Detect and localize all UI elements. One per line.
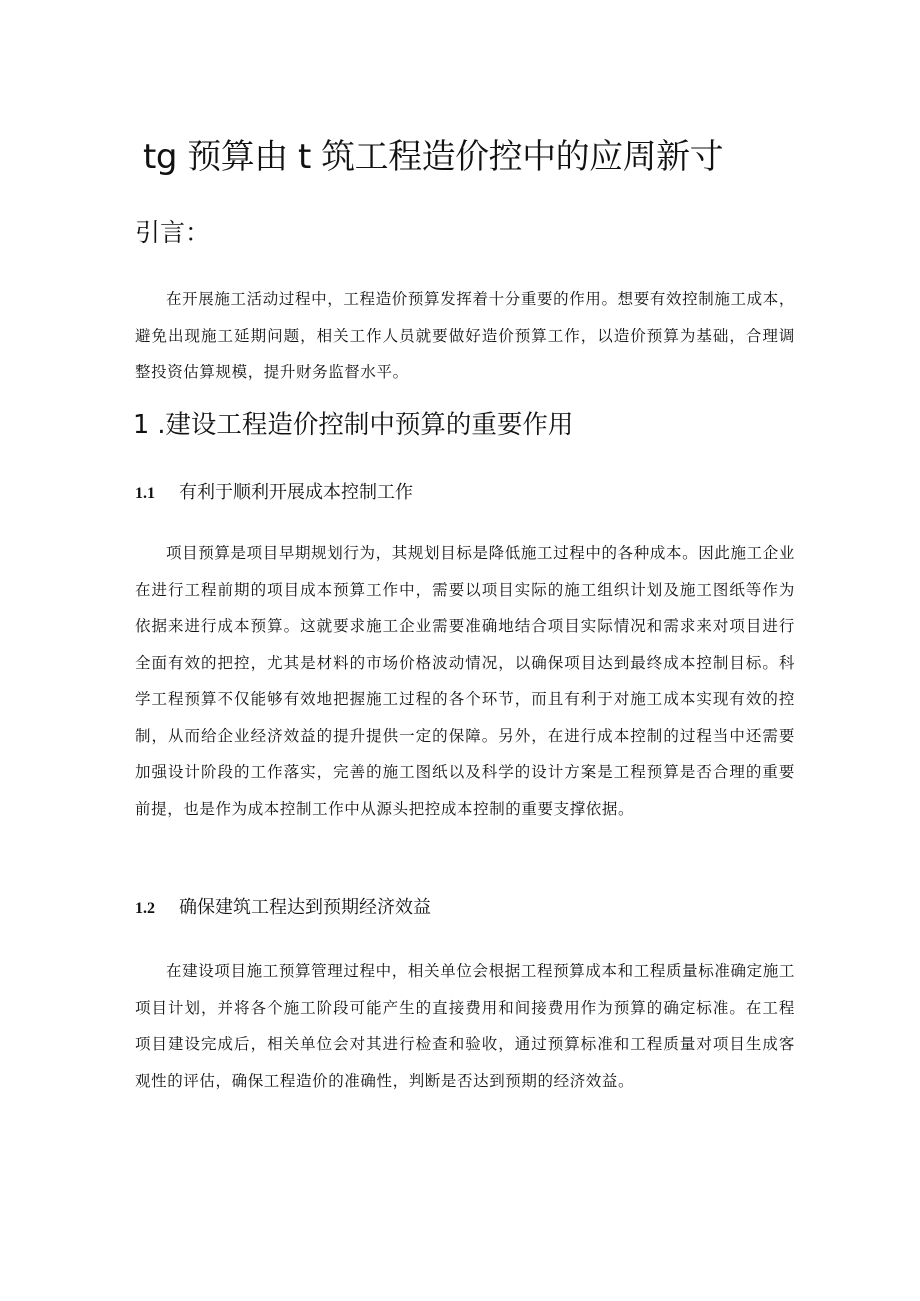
section-1-heading: 1 .建设工程造价控制中预算的重要作用 [133,410,574,440]
subsection-title: 有利于顺利开展成本控制工作 [179,482,413,503]
subsection-number: 1.1 [135,485,155,502]
document-title: tg 预算由 t 筑工程造价控中的应周新寸 [143,137,724,177]
subsection-1-2-heading [135,894,431,923]
intro-heading: 引言： [135,218,211,247]
subsection-1-1-heading [135,479,413,508]
subsection-1-1-paragraph: 项目预算是项目早期规划行为，其规划目标是降低施工过程中的各种成本。因此施工企业在进行工程前期的项目成本预算工作中，需要以项目实际的施工组织计划及施工图纸等作为依据来进行成本预算。这就要求施工企业需要准确地结合项目实际情况和需求来对项目进行全面有效的把控，尤其是材料的市场价格波动情况，以确保项目达到最终成本控制目标。科学工程预算不仅能够有效地把握施工过程的各个环节，而且有利于对施工成本实现有效的控制，从而给企业经济效益的提升提供一定的保障。另外，在进行成本控制的过程当中还需要加强设计阶段的工作落实，完善的施工图纸以及科学的设计方案是工程预算是否合理的重要前提，也是作为成本控制工作中从源头把控成本控制的重要支撑依据。 [135,544,795,818]
intro-paragraph: 在开展施工活动过程中，工程造价预算发挥着十分重要的作用。想要有效控制施工成本，避免出现施工延期问题，相关工作人员就要做好造价预算工作，以造价预算为基础，合理调整投资估算规模，提升财务监督水平。 [135,290,795,381]
subsection-number: 1.2 [135,900,155,917]
subsection-title: 确保建筑工程达到预期经济效益 [179,897,431,918]
subsection-1-2-paragraph: 在建设项目施工预算管理过程中，相关单位会根据工程预算成本和工程质量标准确定施工项目计划，并将各个施工阶段可能产生的直接费用和间接费用作为预算的确定标准。在工程项目建设完成后，相关单位会对其进行检查和验收，通过预算标准和工程质量对项目生成客观性的评估，确保工程造价的准确性，判断是否达到预期的经济效益。 [135,962,795,1090]
